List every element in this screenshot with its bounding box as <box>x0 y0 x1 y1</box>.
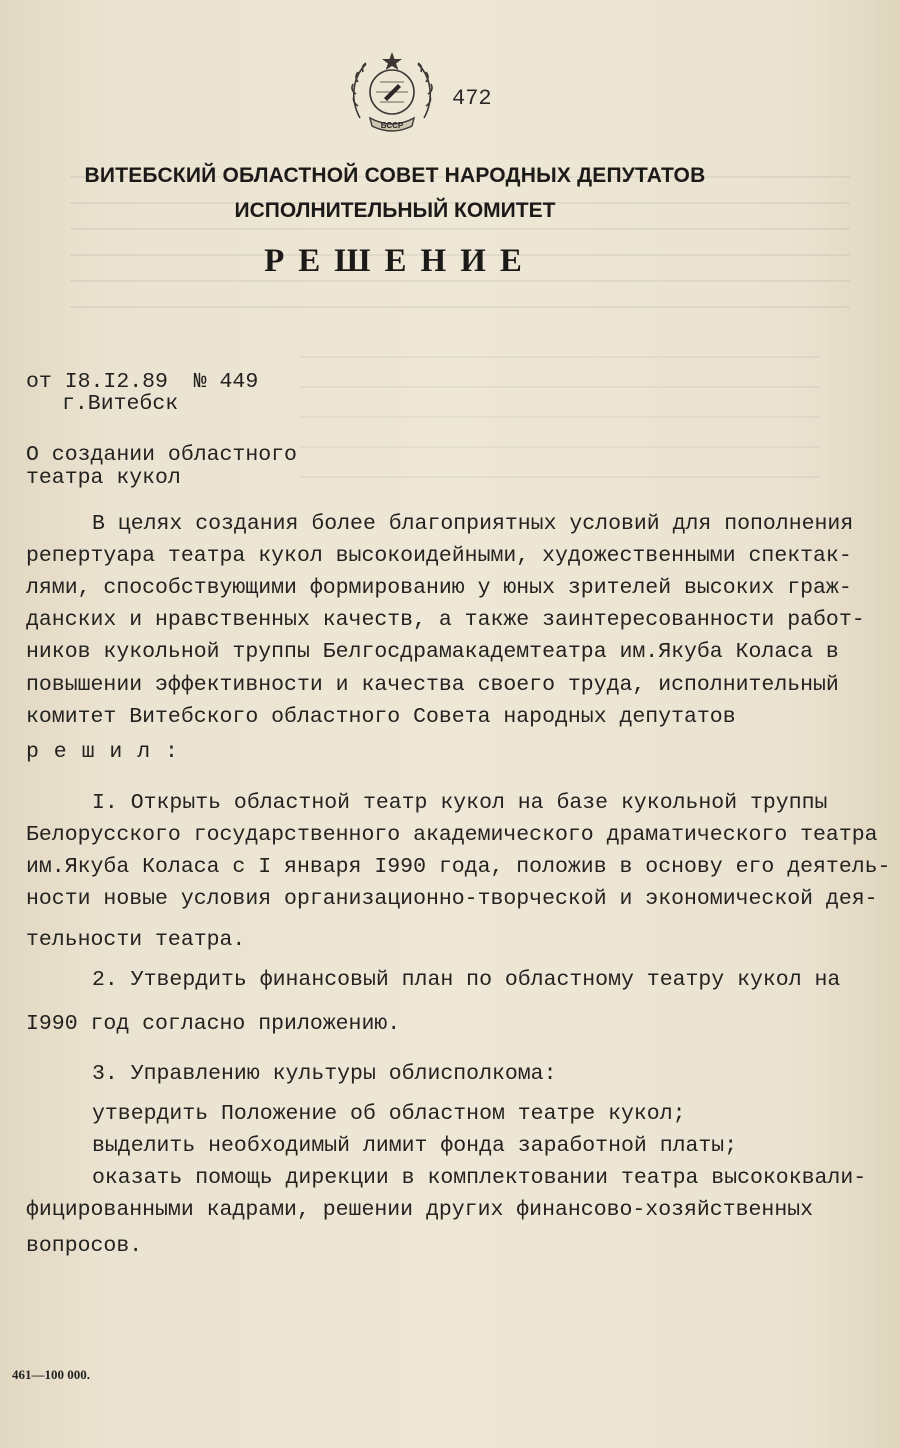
bleed-through-texture <box>70 160 850 310</box>
item-3-line: вопросов. <box>26 1234 143 1258</box>
item-1-line: им.Якуба Коласа с I января I990 года, положив в основу его деятель- <box>26 855 891 879</box>
item-3-line: утвердить Положение об областном театре кукол; <box>92 1102 686 1126</box>
preamble-line: В целях создания более благоприятных условий для пополнения <box>92 512 854 536</box>
item-2-line: I990 год согласно приложению. <box>26 1012 401 1036</box>
subject-line: театра кукол <box>26 466 181 490</box>
page-number: 472 <box>452 86 492 111</box>
decision-date-number: от I8.I2.89 № 449 <box>26 370 259 394</box>
print-run-footer: 461—100 000. <box>12 1367 90 1382</box>
resolved-word: р е ш и л : <box>26 740 179 764</box>
bleed-through-texture <box>300 340 820 480</box>
organization-name: ВИТЕБСКИЙ ОБЛАСТНОЙ СОВЕТ НАРОДНЫХ ДЕПУТАТОВ <box>84 164 706 187</box>
item-1-line: ности новые условия организационно-творческой и экономической дея- <box>26 887 878 911</box>
document-type-title: РЕШЕНИЕ <box>264 243 536 279</box>
committee-name: ИСПОЛНИТЕЛЬНЫЙ КОМИТЕТ <box>234 199 556 222</box>
preamble-line: репертуара театра кукол высокоидейными, художественными спектак- <box>26 544 852 568</box>
item-3-line: фицированными кадрами, решении других финансово-хозяйственных <box>26 1198 814 1222</box>
coat-of-arms-icon <box>346 48 438 140</box>
preamble-line: ников кукольной труппы Белгосдрамакадемтеатра им.Якуба Коласа в <box>26 640 839 664</box>
svg-text:БССР: БССР <box>380 121 404 130</box>
item-1-line: I. Открыть областной театр кукол на базе кукольной труппы <box>92 791 828 815</box>
subject-line: О создании областного <box>26 443 297 467</box>
preamble-line: повышении эффективности и качества своего труда, исполнительный <box>26 673 839 697</box>
item-3-line: оказать помощь дирекции в комплектовании театра высококвали- <box>92 1166 867 1190</box>
item-3-line: выделить необходимый лимит фонда заработной платы; <box>92 1134 738 1158</box>
item-2-line: 2. Утвердить финансовый план по областному театру кукол на <box>92 968 841 992</box>
preamble-line: лями, способствующими формированию у юных зрителей высоких граж- <box>26 576 852 600</box>
decision-city: г.Витебск <box>62 392 179 416</box>
preamble-line: данских и нравственных качеств, а также заинтересованности работ- <box>26 608 865 632</box>
item-1-line: Белорусского государственного академического драматического театра <box>26 823 878 847</box>
item-3-title: 3. Управлению культуры облисполкома: <box>92 1062 557 1086</box>
item-1-line: тельности театра. <box>26 928 246 952</box>
preamble-line: комитет Витебского областного Совета народных депутатов <box>26 705 736 729</box>
